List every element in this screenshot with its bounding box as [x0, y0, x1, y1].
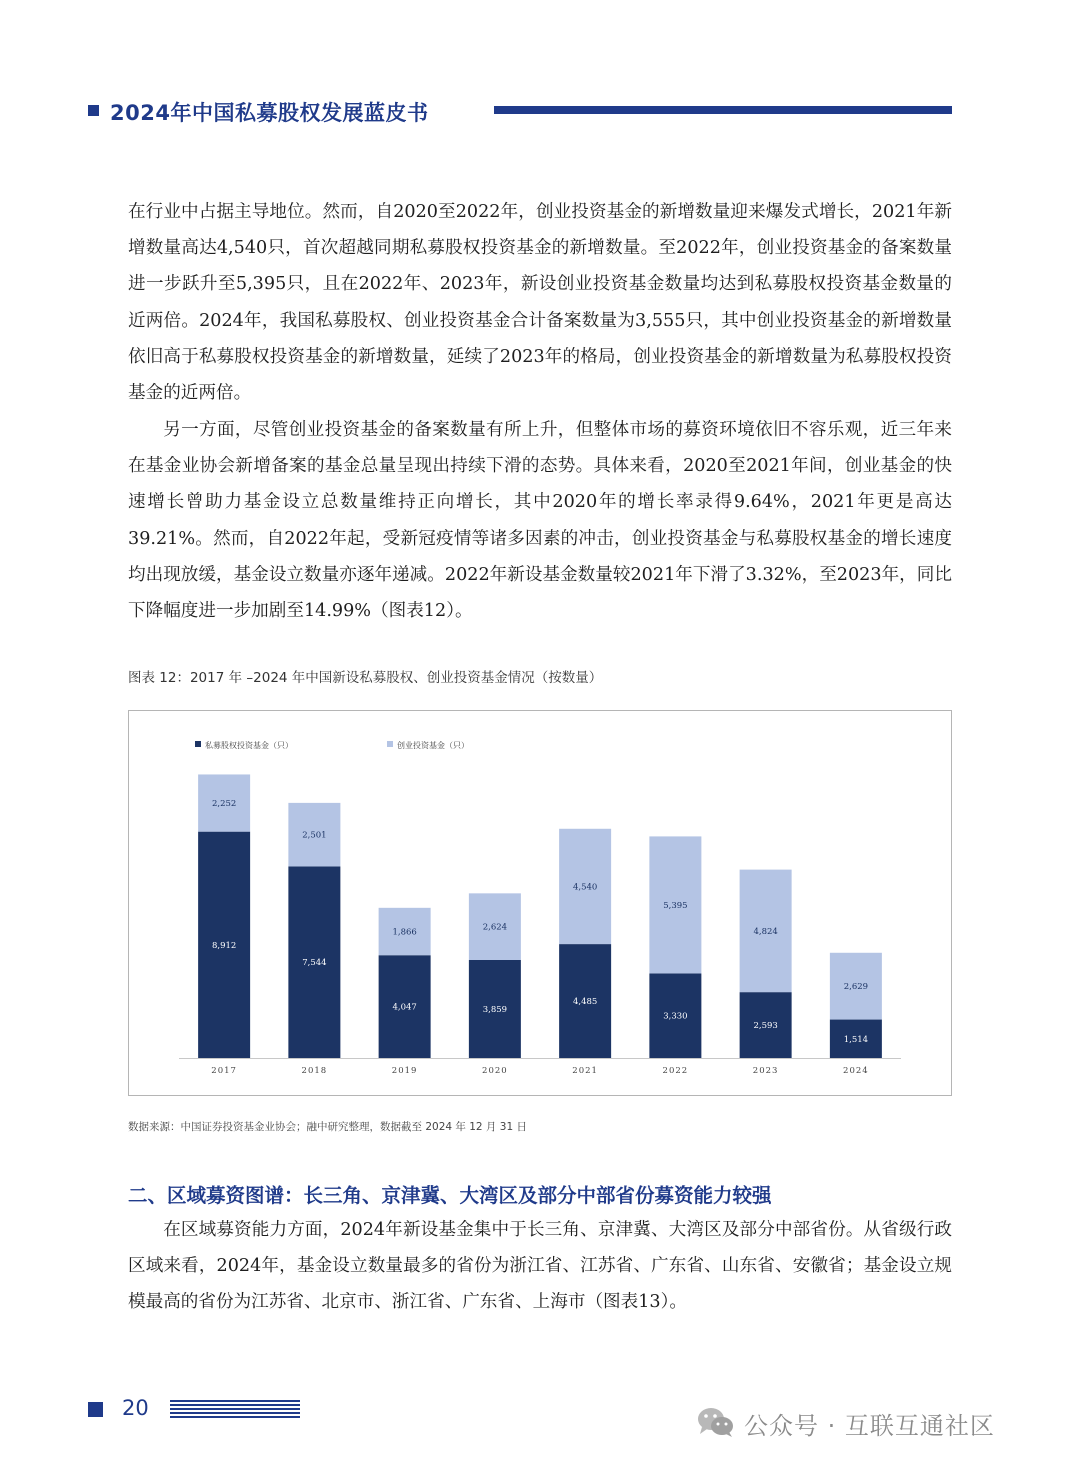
data-label: 4,540: [572, 882, 598, 893]
x-tick-label: 2022: [662, 1066, 689, 1076]
legend-label: 私募股权投资基金（只）: [205, 741, 293, 750]
chart-frame: [128, 710, 952, 1096]
body-paragraph-1: [128, 194, 952, 411]
data-label: 5,395: [663, 900, 688, 911]
legend-swatch: [195, 741, 201, 747]
data-label: 2,624: [482, 922, 508, 933]
data-label: 2,593: [753, 1021, 778, 1032]
header-rule: [494, 106, 952, 114]
footer-square: [88, 1402, 103, 1417]
legend-label: 创业投资基金（只）: [397, 741, 469, 750]
section-heading: 二、区域募资图谱：长三角、京津冀、大湾区及部分中部省份募资能力较强: [128, 1184, 772, 1207]
paragraph-text: 在区域募资能力方面，2024年新设基金集中于长三角、京津冀、大湾区及部分中部省份。从省级行政区域来看，2024年，基金设立数量最多的省份为浙江省、江苏省、广东省、山东省、安徽省；基金设立规模最高的省份为江苏省、北京市、浙江省、广东省、上海市（图表13）。: [128, 1220, 952, 1313]
data-label: 8,912: [211, 940, 237, 951]
body-paragraph-2: [128, 412, 952, 629]
legend-swatch: [387, 741, 393, 747]
page-number: 20: [122, 1396, 149, 1420]
paragraph-text: 在行业中占据主导地位。然而，自2020至2022年，创业投资基金的新增数量迎来爆发式增长，2021年新增数量高达4,540只，首次超越同期私募股权投资基金的新增数量。至2022年，创业投资基金的备案数量进一步跃升至5,395只，且在2022年、2023年，新设创业投资基金数量均达到私募股权投资基金数量的近两倍。2024年，我国私募股权、创业投资基金合计备案数量为3,555只，其中创业投资基金的新增数量依旧高于私募股权投资基金的新增数量，延续了2023年的格局，创业投资基金的新增数量为私募股权投资基金的近两倍。: [128, 202, 952, 404]
watermark-text: 公众号 · 互联互通社区: [744, 1412, 995, 1440]
x-tick-label: 2019: [391, 1066, 418, 1076]
data-label: 2,252: [211, 799, 237, 810]
stacked-bar-chart: [129, 711, 951, 1095]
data-label: 1,866: [392, 927, 417, 938]
data-label: 4,047: [392, 1002, 417, 1013]
data-label: 2,629: [843, 982, 869, 993]
x-tick-label: 2024: [843, 1066, 869, 1076]
x-tick-label: 2017: [211, 1066, 237, 1076]
figure-caption: 图表 12：2017 年 –2024 年中国新设私募股权、创业投资基金情况（按数量）: [128, 670, 603, 686]
paragraph-text: 另一方面，尽管创业投资基金的备案数量有所上升，但整体市场的募资环境依旧不容乐观，近三年来在基金业协会新增备案的基金总量呈现出持续下滑的态势。具体来看，2020至2021年间，创业基金的快速增长曾助力基金设立总数量维持正向增长，其中2020年的增长率录得9.64%，2021年更是高达39.21%。然而，自2022年起，受新冠疫情等诸多因素的冲击，创业投资基金与私募股权基金的增长速度均出现放缓，基金设立数量亦逐年递减。2022年新设基金数量较2021年下滑了3.32%，至2023年，同比下降幅度进一步加剧至14.99%（图表12）。: [128, 420, 952, 622]
wechat-icon: [696, 1405, 736, 1439]
x-tick-label: 2023: [752, 1066, 779, 1076]
page-header: [88, 96, 952, 128]
data-label: 7,544: [302, 958, 327, 969]
data-label: 4,824: [753, 926, 778, 937]
x-tick-label: 2018: [301, 1066, 328, 1076]
data-label: 3,330: [663, 1011, 688, 1022]
footer-decoration-lines: [170, 1400, 300, 1419]
x-tick-label: 2020: [482, 1066, 508, 1076]
data-label: 4,485: [572, 997, 598, 1008]
x-tick-label: 2021: [572, 1066, 598, 1076]
data-label: 1,514: [843, 1034, 869, 1045]
body-paragraph-3: [128, 1212, 952, 1321]
data-label: 3,859: [482, 1004, 508, 1015]
document-title: 2024年中国私募股权发展蓝皮书: [110, 101, 429, 125]
data-source-note: 数据来源：中国证券投资基金业协会；融中研究整理，数据截至 2024 年 12 月 31 日: [128, 1121, 527, 1133]
header-square: [88, 105, 99, 116]
data-label: 2,501: [302, 830, 327, 841]
